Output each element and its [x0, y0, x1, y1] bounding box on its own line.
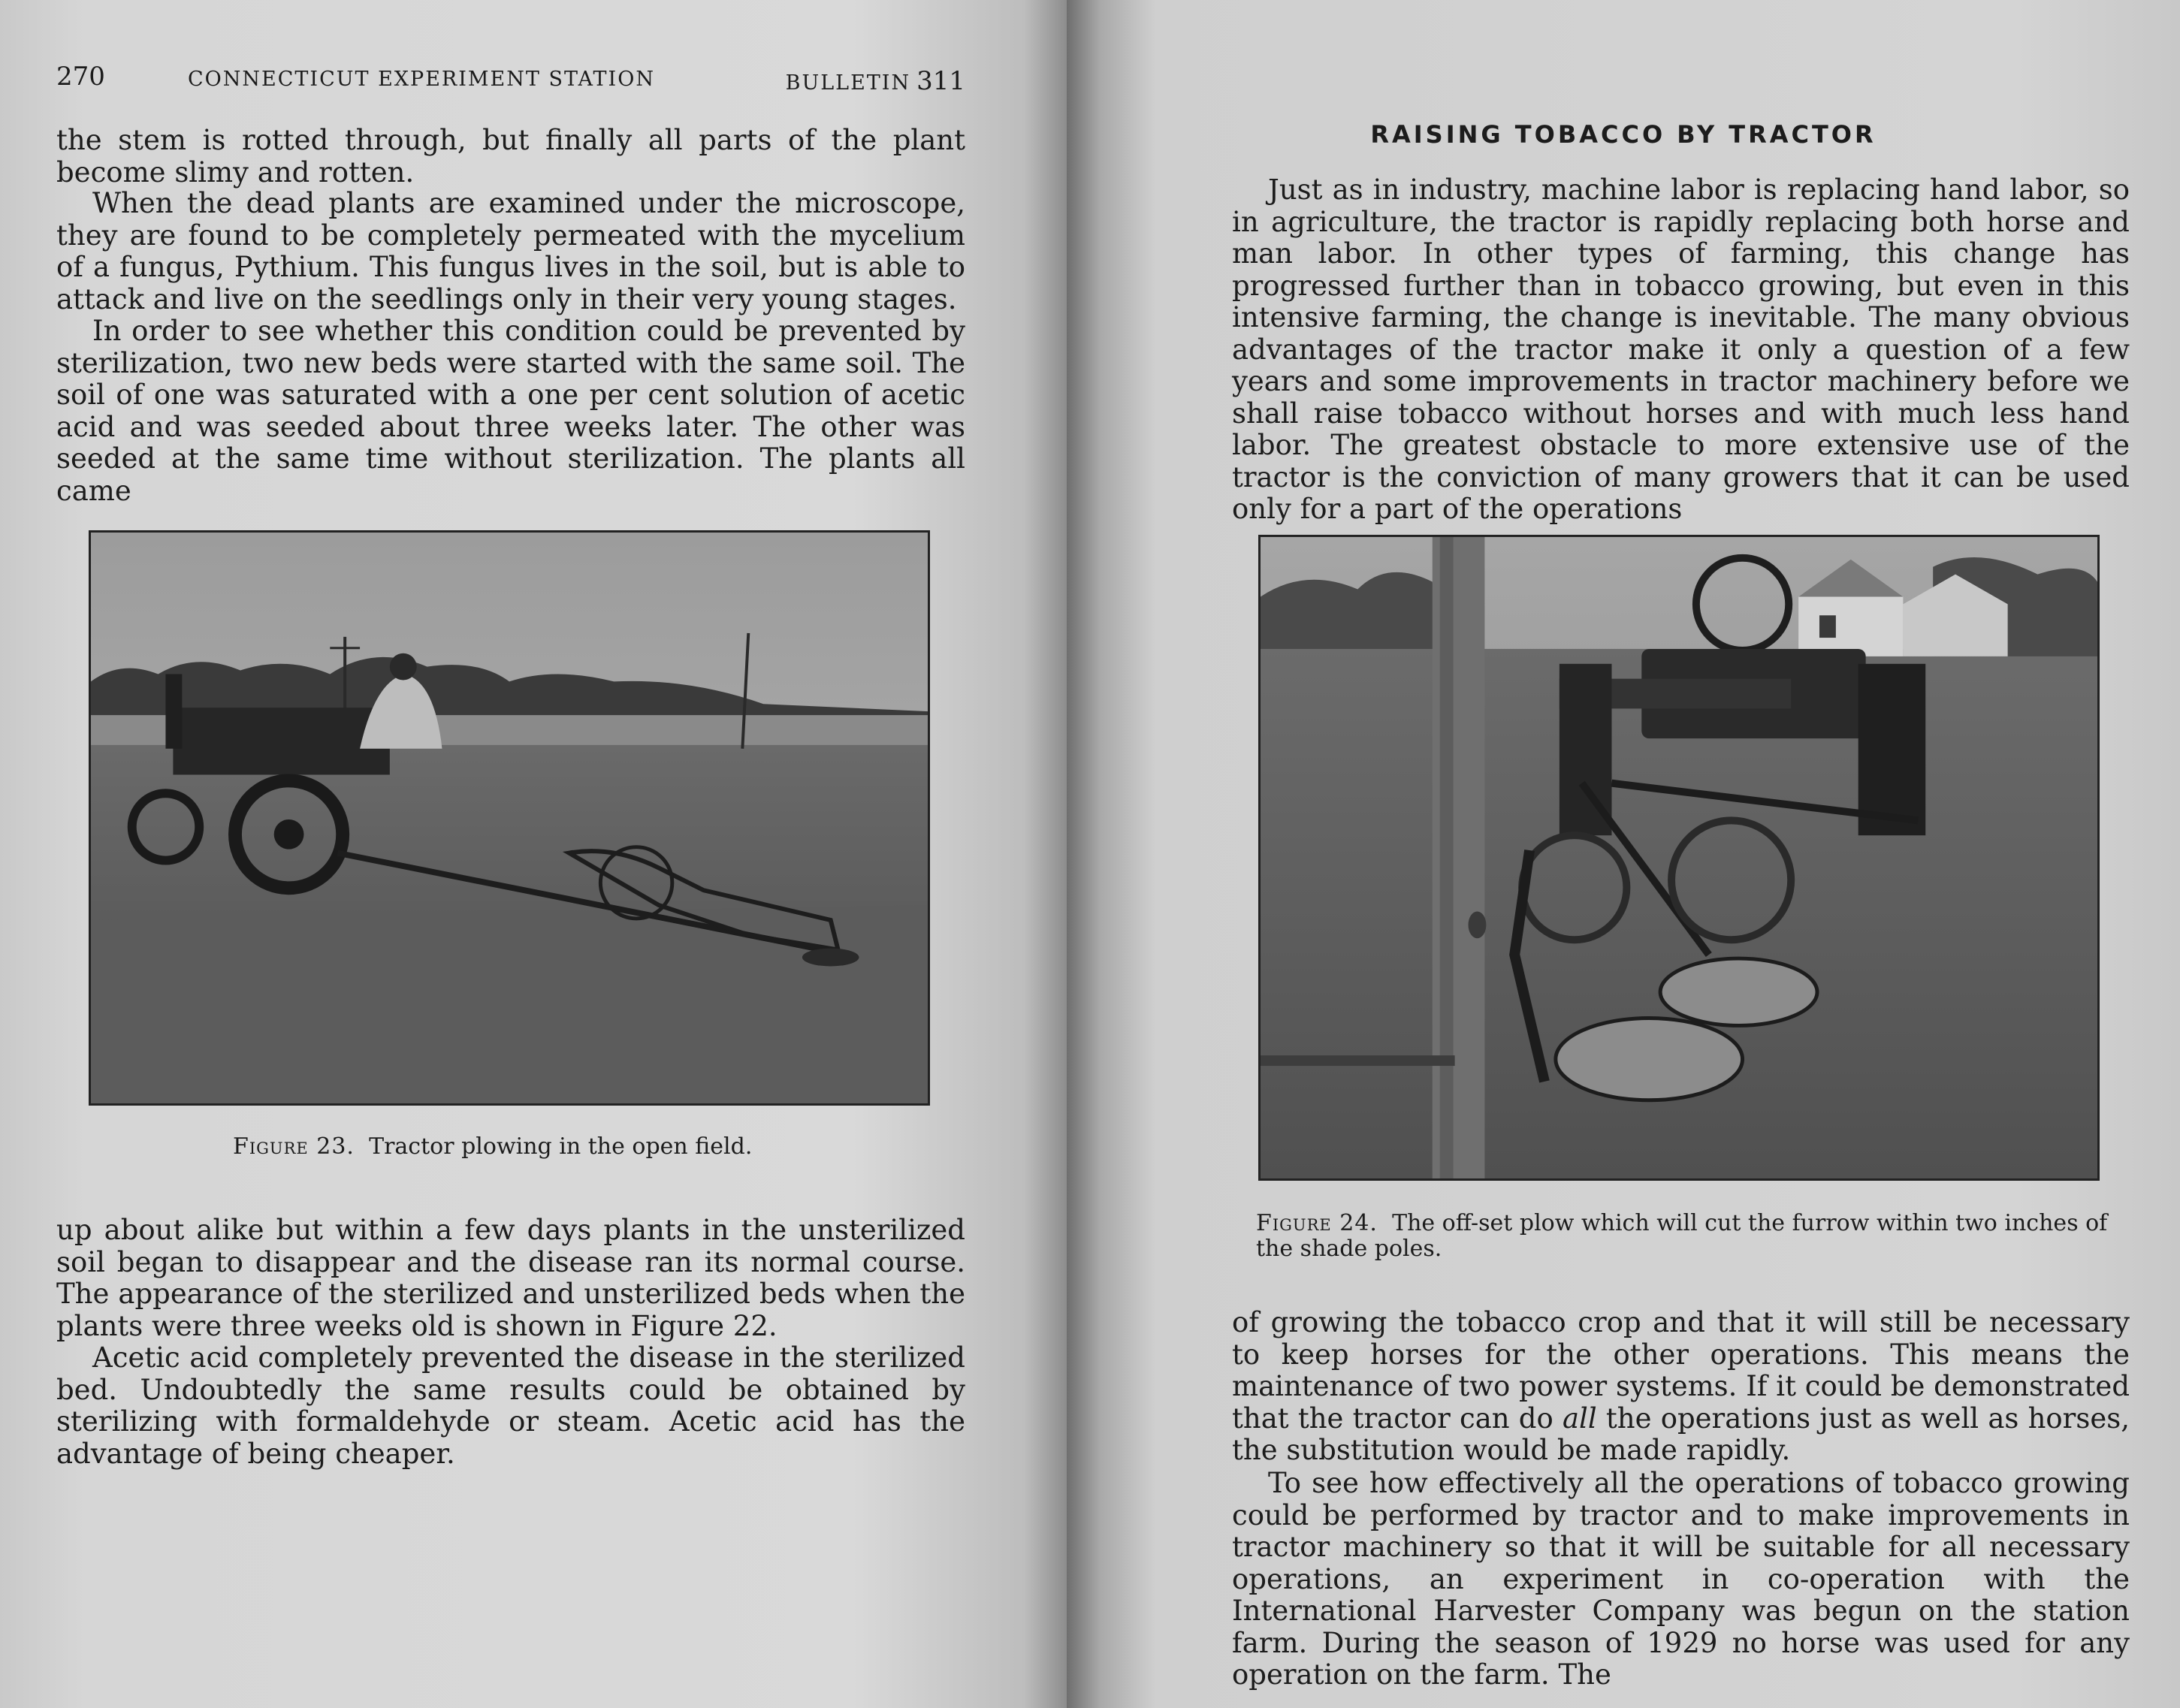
right-paragraph-2-start: of growing the tobacco crop and that it will still be necessary to keep horses for the other operations. This means the maintenance of two power systems. If it could be demonstrated that the tractor can do	[1232, 1306, 2130, 1435]
figure-23-photo	[89, 530, 930, 1106]
left-page	[0, 0, 1067, 1708]
figure-24-photo	[1258, 535, 2100, 1181]
tractor-plowing-image	[91, 533, 928, 1103]
bulletin-label-group	[786, 66, 965, 96]
bulletin-label: BULLETIN	[785, 71, 911, 95]
figure-23-caption	[233, 1134, 909, 1160]
bulletin-number: 311	[916, 66, 965, 96]
right-paragraph-3: To see how effectively all the operations of tobacco growing could be performed by tractor and to make improvements in tractor machinery so that it will be suitable for all necessary operations, an experiment in co-operation with the International Harvester Company was begun on the station farm. During the season of 1929 no horse was used for any operation on the farm. The	[1232, 1467, 2130, 1691]
figure-24-caption-text: The off-set plow which will cut the furrow within two inches of the shade poles.	[1256, 1210, 2108, 1262]
running-head	[56, 59, 965, 101]
offset-plow-image	[1261, 537, 2097, 1178]
figure-23-caption-text: Tractor plowing in the open field.	[369, 1133, 753, 1160]
left-paragraph-3: In order to see whether this condition could be prevented by sterilization, two new beds were started with the same soil. The soil of one was saturated with a one per cent solution of acetic acid and was seeded about three weeks later. The other was seeded at the same time without sterilization. The plants all came	[56, 315, 965, 507]
running-head-title: CONNECTICUT EXPERIMENT STATION	[188, 68, 655, 91]
right-paragraph-2-end: the operations just as well as horses, the substitution would be made rapidly.	[1232, 1402, 2130, 1466]
page-number: 270	[56, 62, 105, 92]
figure-23-label: Figure 23.	[233, 1133, 355, 1160]
left-paragraph-5: Acetic acid completely prevented the disease in the sterilized bed. Undoubtedly the same results could be obtained by sterilizing with formaldehyde or steam. Acetic acid has the advantage of being cheaper.	[56, 1341, 965, 1470]
figure-24-label: Figure 24.	[1256, 1210, 1378, 1236]
section-title: RAISING TOBACCO BY TRACTOR	[1370, 120, 1877, 149]
left-paragraph-4: up about alike but within a few days plants in the unsterilized soil began to disappear and the disease ran its normal course. The appearance of the sterilized and unsterilized beds when the plants were three weeks old is shown in Figure 22.	[56, 1214, 965, 1342]
right-paragraph-2	[1232, 1307, 2130, 1467]
right-paragraph-1: Just as in industry, machine labor is replacing hand labor, so in agriculture, the tractor is rapidly replacing both horse and man labor. In other types of farming, this change has progressed further than in tobacco growing, but even in this intensive farming, the change is inevitable. The many obvious advantages of the tractor make it only a question of a few years and some improvements in tractor machinery before we shall raise tobacco without horses and with much less hand labor. The greatest obstacle to more extensive use of the tractor is the conviction of many growers that it can be used only for a part of the operations	[1232, 174, 2130, 525]
emphasis-all: all	[1562, 1402, 1597, 1435]
left-paragraph-1: the stem is rotted through, but finally all parts of the plant become slimy and rotten.	[56, 124, 965, 189]
left-paragraph-2: When the dead plants are examined under the microscope, they are found to be completely permeated with the mycelium of a fungus, Pythium. This fungus lives in the soil, but is able to attack and live on the seedlings only in their very young stages.	[56, 187, 965, 315]
figure-24-caption	[1256, 1211, 2131, 1262]
